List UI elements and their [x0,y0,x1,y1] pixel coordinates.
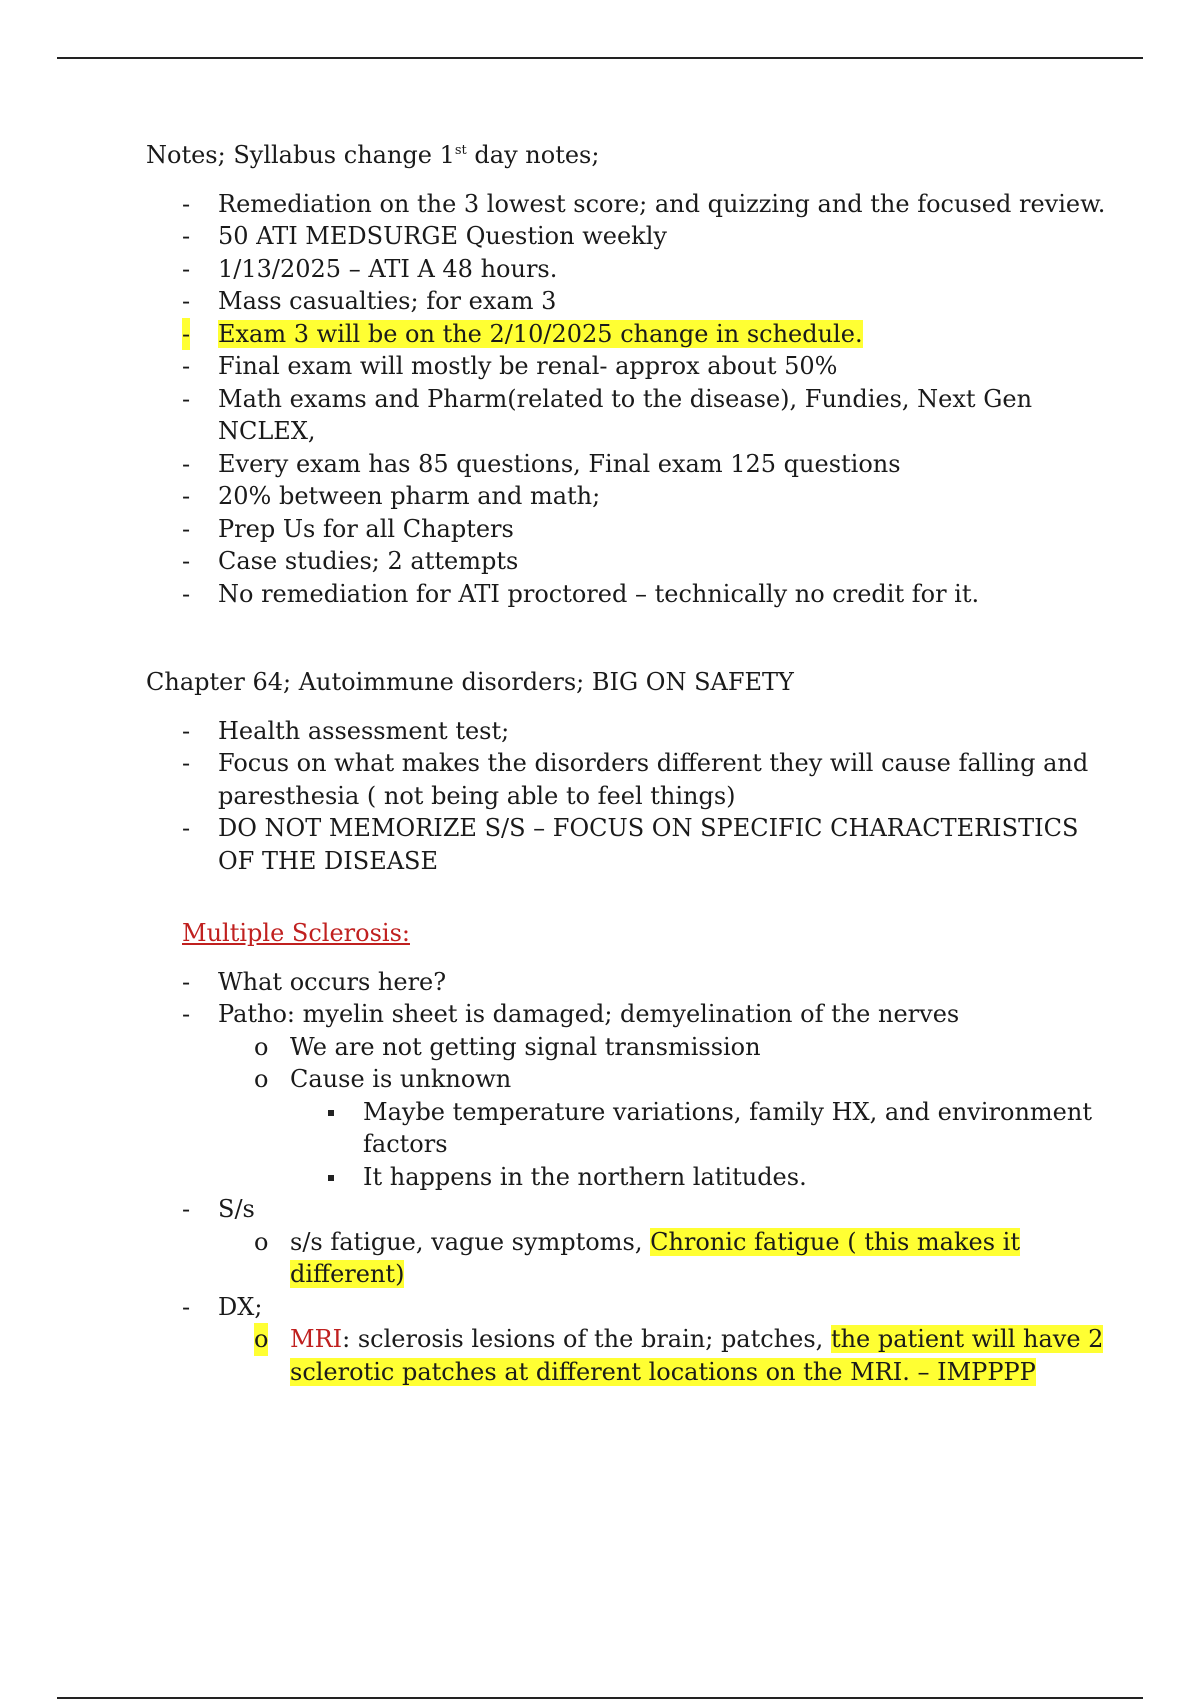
sub-list-item-highlighted: o MRI: sclerosis lesions of the brain; patches, the patient will have 2 sclerotic patches at different locations on the MRI. – IMPPPP [254,1325,1104,1386]
list-item: - Prep Us for all Chapters [182,514,514,543]
list-item: - 1/13/2025 – ATI A 48 hours. [182,254,558,283]
syllabus-notes-list [146,188,1106,611]
list-item: - Patho: myelin sheet is damaged; demyelination of the nerves [182,1000,960,1028]
notes-heading: Notes; Syllabus change 1st day notes; [146,141,600,169]
list-item: - What occurs here? [182,967,447,996]
chapter-heading: Chapter 64; Autoimmune disorders; BIG ON SAFETY [146,668,794,696]
list-item: - 50 ATI MEDSURGE Question weekly [182,222,667,250]
list-item: - Remediation on the 3 lowest score; and quizzing and the focused review. [182,189,1106,218]
sub-list-item: o s/s fatigue, vague symptoms, Chronic fatigue ( this makes it different) [254,1227,1020,1288]
list-item: - Math exams and Pharm(related to the disease), Fundies, Next Gen NCLEX, [182,384,1033,445]
list-item: - DO NOT MEMORIZE S/S – FOCUS ON SPECIFIC CHARACTERISTICS OF THE DISEASE [182,814,1079,875]
footer-rule [57,1697,1143,1699]
list-item: - Mass casualties; for exam 3 [182,287,557,315]
ms-notes-list [146,966,1106,1389]
list-item-highlighted: - Exam 3 will be on the 2/10/2025 change in schedule. [146,318,1106,351]
list-item: - S/s [182,1195,255,1223]
sub-sub-list-item: Maybe temperature variations, family HX, and environment factors [146,1096,1106,1161]
list-item: - Final exam will mostly be renal- approx about 50% [182,352,838,380]
sub-list-item: o Cause is unknown [254,1065,512,1093]
document-body [146,139,1106,1388]
chapter-notes-list [146,715,1106,878]
list-item: - Health assessment test; [182,716,510,745]
sub-list-item: o We are not getting signal transmission [254,1032,761,1061]
square-bullet-icon [328,1110,334,1116]
list-item: - Focus on what makes the disorders different they will cause falling and paresthesia ( not being able to feel things) [182,749,1089,810]
list-item: - Every exam has 85 questions, Final exam 125 questions [182,449,901,478]
list-item: - No remediation for ATI proctored – technically no credit for it. [182,579,980,608]
list-item: - DX; [182,1292,263,1321]
multiple-sclerosis-title: Multiple Sclerosis: [182,919,410,947]
spacer [146,610,1106,666]
list-item: - Case studies; 2 attempts [182,547,519,575]
list-item: - 20% between pharm and math; [182,482,601,510]
header-rule [57,57,1143,59]
spacer [146,877,1106,917]
square-bullet-icon [328,1175,334,1181]
sub-sub-list-item: It happens in the northern latitudes. [146,1161,1106,1194]
